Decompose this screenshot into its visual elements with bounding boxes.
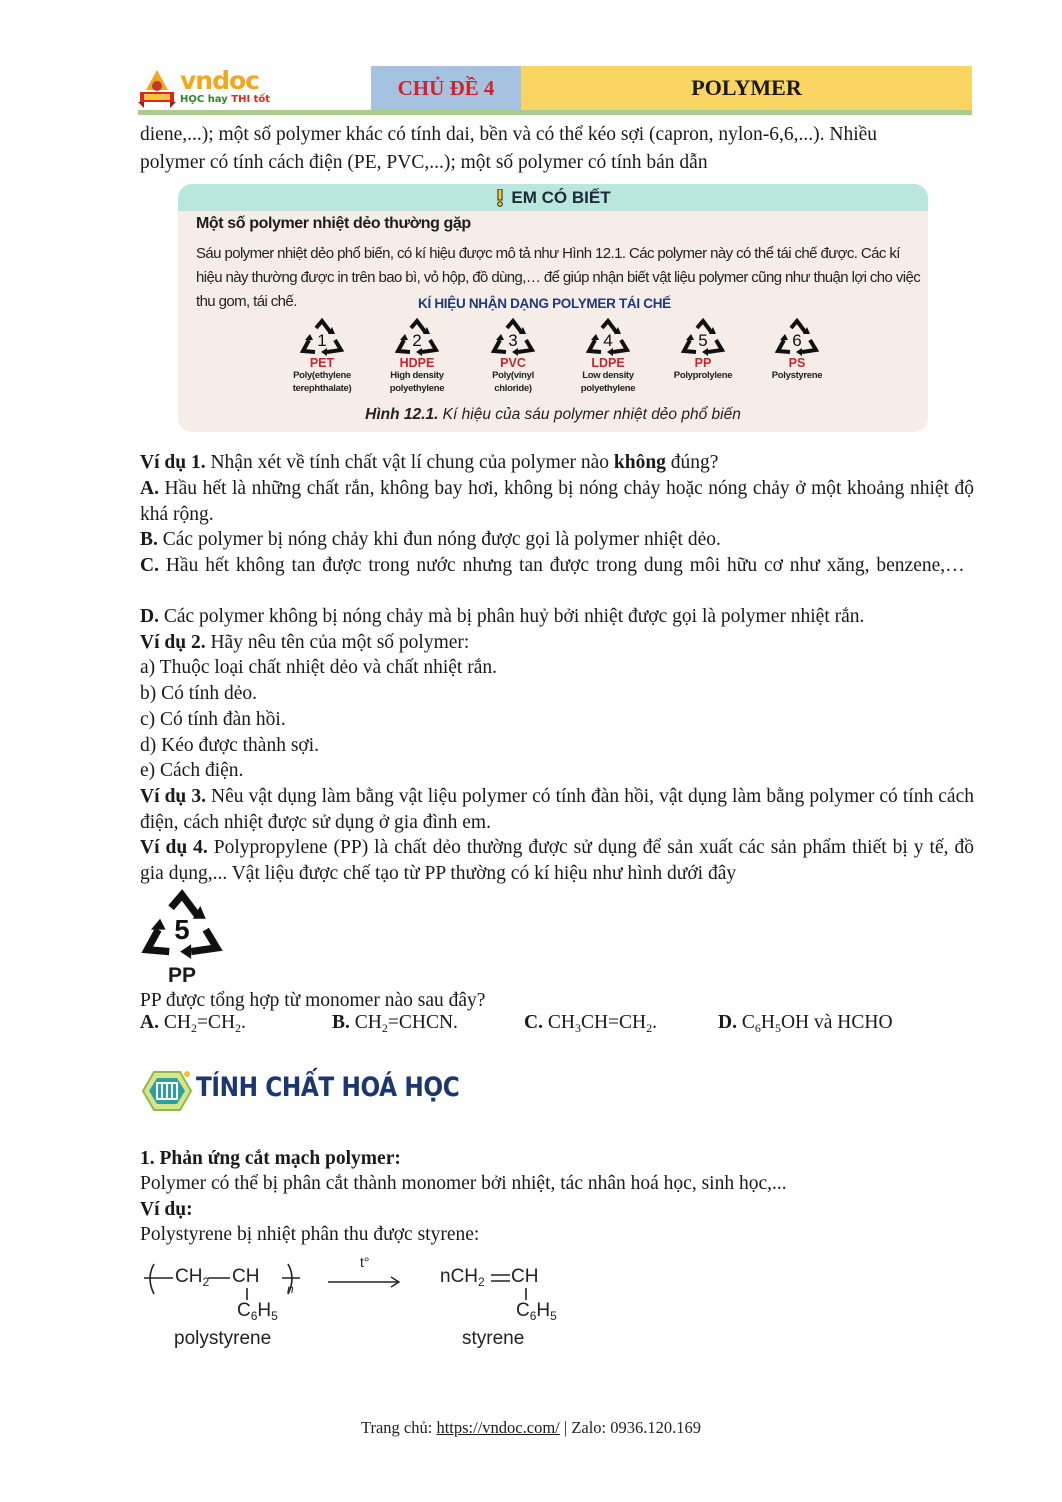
infobox-header: EM CÓ BIẾT	[178, 184, 928, 211]
recycling-code-pet: 1 PET Poly(ethylene terephthalate)	[277, 318, 367, 395]
example-2-item: e) Cách điện.	[140, 760, 244, 781]
reactant-name: polystyrene	[174, 1328, 272, 1349]
option-a: A. $CH_2=CH_2$.	[140, 1012, 246, 1035]
infobox-subtitle: Một số polymer nhiệt dẻo thường gặp	[196, 215, 471, 232]
figure-caption: Hình 12.1. Kí hiệu của sáu polymer nhiệt dẻo phổ biến	[365, 406, 741, 423]
section-numeral-icon	[142, 1070, 192, 1112]
svg-text:6: 6	[792, 331, 802, 350]
recycle-triangle-icon	[774, 318, 820, 358]
page-title: POLYMER	[521, 66, 972, 110]
section-heading	[140, 1068, 560, 1114]
polystyrene-reaction	[140, 1254, 600, 1358]
option-c: C. $CH_3CH=CH_2$.	[524, 1012, 657, 1035]
svg-text:5: 5	[174, 913, 190, 945]
did-you-know-box	[178, 184, 928, 432]
recycling-code-ldpe: 4 LDPE Low density polyethylene	[563, 318, 653, 395]
recycling-code-pp: 5 PP Polyprolylene	[658, 318, 748, 382]
example-2-item: d) Kéo được thành sợi.	[140, 735, 320, 756]
page-footer: Trang chủ: https://vndoc.com/ | Zalo: 0936.120.169	[360, 1418, 702, 1437]
svg-text:1: 1	[317, 331, 327, 350]
section-title: TÍNH CHẤT HOÁ HỌC	[196, 1072, 460, 1103]
reactant-ch2: $CH_2$	[175, 1266, 210, 1289]
recycling-code-hdpe: 2 HDPE High density polyethylene	[372, 318, 462, 395]
vndoc-logo[interactable]	[138, 66, 368, 110]
example-2-item: b) Có tính dẻo.	[140, 683, 257, 704]
pp-recycling-symbol: 5 PP	[140, 888, 224, 988]
svg-text:2: 2	[412, 331, 422, 350]
product-substituent: $C_6H_5$	[516, 1300, 557, 1323]
reaction-example-text: Polystyrene bị nhiệt phân thu được styrene:	[140, 1224, 480, 1245]
recycling-codes-title: KÍ HIỆU NHẬN DẠNG POLYMER TÁI CHẾ	[418, 296, 671, 311]
logo-tagline: HỌC hay THI tốt	[180, 94, 271, 105]
infobox-text: Sáu polymer nhiệt dẻo phổ biến, có kí hiệu được mô tả như Hình 12.1. Các polymer này có thể tái chế được. Các kí hiệu này thường được in trên bao bì, vỏ hộp, đồ dùng,… để giúp nhận biết vật liệu polymer cũng như thuận lợi cho việc thu gom, tái chế.	[196, 245, 921, 310]
product-ch: CH	[511, 1266, 539, 1287]
repeat-n: n	[287, 1282, 294, 1296]
reaction-text: Polymer có thể bị phân cắt thành monomer bởi nhiệt, tác nhân hoá học, sinh học,...	[140, 1173, 787, 1194]
recycle-triangle-icon	[585, 318, 631, 358]
recycle-triangle-icon	[299, 318, 345, 358]
option-b: B. $CH_2=CHCN$.	[332, 1012, 458, 1035]
recycle-triangle-icon	[140, 888, 224, 964]
example-3-question: Ví dụ 3. Nêu vật dụng làm bằng vật liệu polymer có tính đàn hồi, vật dụng làm bằng polymer có tính cách điện, cách nhiệt được sử dụng ở gia đình em.	[140, 786, 974, 833]
intro-line-1: diene,...); một số polymer khác có tính dai, bền và có thể kéo sợi (capron, nylon-6,6,...). Nhiều	[140, 124, 878, 145]
exclamation-icon	[495, 189, 505, 207]
recycle-triangle-icon	[394, 318, 440, 358]
reaction-heading: 1. Phản ứng cắt mạch polymer:	[140, 1148, 401, 1169]
example-2-item: c) Có tính đàn hồi.	[140, 709, 286, 730]
svg-text:3: 3	[508, 331, 518, 350]
topic-label: CHỦ ĐỀ 4	[371, 66, 521, 110]
mascot-icon	[138, 68, 176, 108]
reactant-ch: CH	[232, 1266, 260, 1287]
reaction-example-label: Ví dụ:	[140, 1199, 193, 1220]
header-divider	[138, 110, 972, 115]
homepage-link[interactable]: https://vndoc.com/	[436, 1418, 560, 1437]
recycling-codes	[268, 318, 828, 408]
option-d: D. $C_6H_5OH$ và HCHO	[718, 1012, 893, 1035]
svg-text:4: 4	[603, 331, 613, 350]
example-1-option-c: C. Hầu hết không tan được trong nước nhưng tan được trong dung môi hữu cơ như xăng, benzene,…	[140, 555, 965, 576]
example-1-option-b: B. Các polymer bị nóng chảy khi đun nóng được gọi là polymer nhiệt dẻo.	[140, 529, 721, 550]
recycling-code-pvc: 3 PVC Poly(vinyl chloride)	[468, 318, 558, 395]
product-nch2: nCH$_2$	[440, 1266, 485, 1289]
recycle-triangle-icon	[490, 318, 536, 358]
example-4-options	[140, 1012, 974, 1038]
example-1-question: Ví dụ 1. Nhận xét về tính chất vật lí chung của polymer nào không đúng?	[140, 452, 719, 473]
example-4-question: Ví dụ 4. Polypropylene (PP) là chất dẻo thường được sử dụng để sản xuất các sản phẩm thiết bị y tế, đồ gia dụng,... Vật liệu được chế tạo từ PP thường có kí hiệu như hình dưới đây	[140, 837, 974, 884]
example-4-prompt: PP được tổng hợp từ monomer nào sau đây?	[140, 990, 486, 1011]
product-name: styrene	[462, 1328, 525, 1349]
example-2-question: Ví dụ 2. Hãy nêu tên của một số polymer:	[140, 632, 470, 653]
reactant-substituent: $C_6H_5$	[237, 1300, 278, 1323]
logo-wordmark: vndoc	[180, 66, 259, 95]
page-header	[138, 66, 972, 116]
recycling-code-ps: 6 PS Polystyrene	[752, 318, 842, 382]
recycle-triangle-icon	[680, 318, 726, 358]
reaction-condition: t°	[360, 1254, 370, 1270]
intro-line-2: polymer có tính cách điện (PE, PVC,...); một số polymer có tính bán dẫn	[140, 152, 708, 173]
example-1-option-d: D. Các polymer không bị nóng chảy mà bị phân huỷ bởi nhiệt được gọi là polymer nhiệt rắn.	[140, 606, 865, 627]
example-1-option-a: A. Hầu hết là những chất rắn, không bay hơi, không bị nóng chảy hoặc nóng chảy ở một khoảng nhiệt độ khá rộng.	[140, 478, 974, 525]
example-2-item: a) Thuộc loại chất nhiệt dẻo và chất nhiệt rắn.	[140, 657, 497, 678]
svg-text:5: 5	[698, 331, 708, 350]
